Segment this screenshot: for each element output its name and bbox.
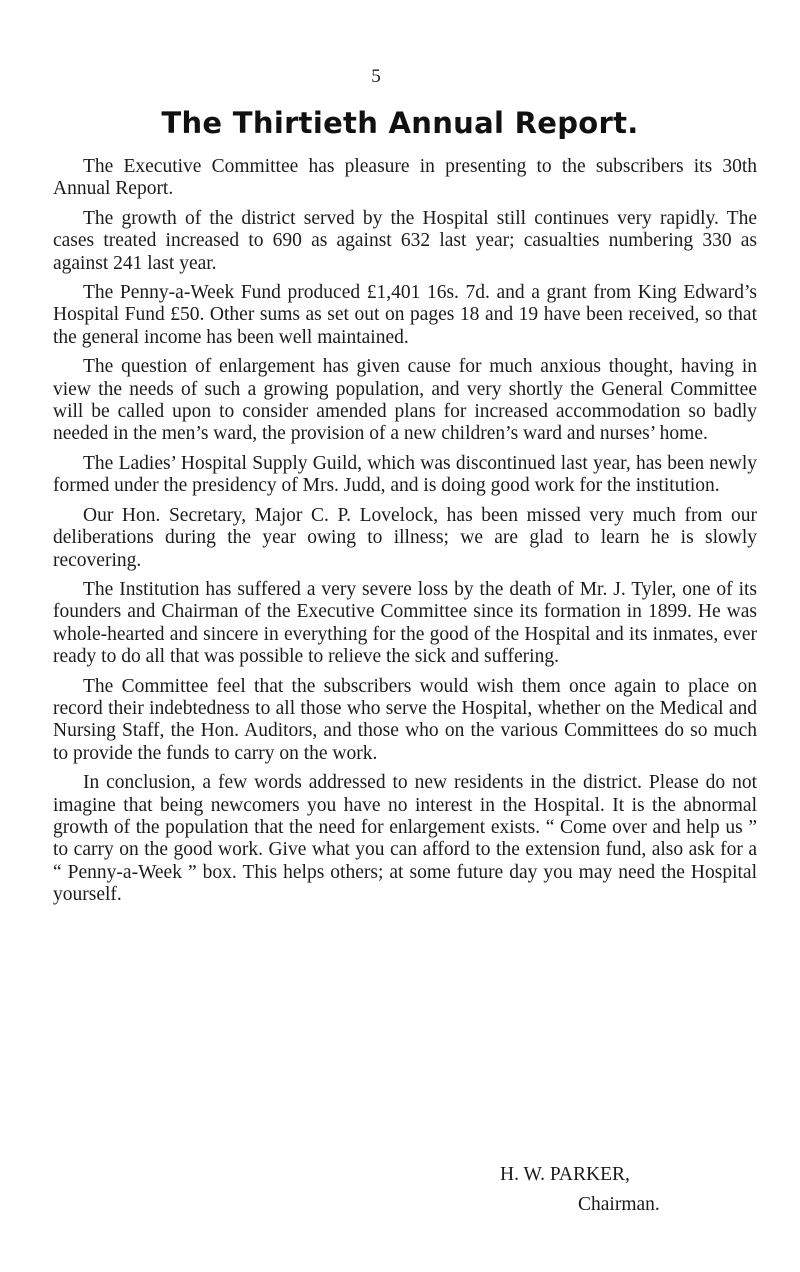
paragraph-enlargement: The question of enlargement has given cause for much anxious thought, having in view the needs of such a growing population, and very shortly the General Committee will be called upon to consider amended plans for increased accommodation so badly needed in the men’s ward, the provision of a new children’s ward and nurses’ home. (53, 356, 757, 445)
paragraph-supply-guild: The Ladies’ Hospital Supply Guild, which was discontinued last year, has been newly formed under the presidency of Mrs. Judd, and is doing good work for the institution. (53, 452, 757, 497)
paragraph-obituary: The Institution has suffered a very severe loss by the death of Mr. J. Tyler, one of its founders and Chairman of the Executive Committee since its formation in 1899. He was whole-hearted and sincere in everything for the good of the Hospital and its inmates, ever ready to do all that was possible to relieve the sick and suffering. (53, 578, 757, 668)
signature-block (500, 1160, 740, 1220)
report-body (53, 156, 757, 914)
paragraph-hon-secretary: Our Hon. Secretary, Major C. P. Lovelock, has been missed very much from our deliberations during the year owing to illness; we are glad to learn he is slowly recovering. (53, 504, 757, 571)
page-number: 5 (371, 66, 381, 87)
page-title: The Thirtieth Annual Report. (161, 106, 639, 140)
paragraph-income: The Penny-a-Week Fund produced £1,401 16s. 7d. and a grant from King Edward’s Hospital Fund £50. Other sums as set out on pages 18 and 19 have been received, so that the general income has been well maintained. (53, 282, 757, 348)
paragraph-acknowledgements: The Committee feel that the subscribers would wish them once again to place on record their indebtedness to all those who serve the Hospital, whether on the Medical and Nursing Staff, the Hon. Auditors, and those who on the various Committees do so much to provide the funds to carry on the work. (53, 675, 757, 764)
paragraph-district-growth: The growth of the district served by the Hospital still continues very rapidly. The cases treated increased to 690 as against 632 last year; casualties numbering 330 as against 241 last year. (53, 207, 757, 274)
signatory-name: H. W. PARKER, (500, 1164, 630, 1185)
paragraph-conclusion: In conclusion, a few words addressed to new residents in the district. Please do not imagine that being newcomers you have no interest in the Hospital. It is the abnormal growth of the population that the need for enlargement exists. “ Come over and help us ” to carry on the good work. Give what you can afford to the extension fund, also ask for a “ Penny-a-Week ” box. This helps others; at some future day you may need the Hospital yourself. (53, 772, 757, 906)
paragraph-introduction: The Executive Committee has pleasure in presenting to the subscribers its 30th Annual Report. (53, 156, 757, 200)
signatory-role: Chairman. (578, 1194, 660, 1215)
